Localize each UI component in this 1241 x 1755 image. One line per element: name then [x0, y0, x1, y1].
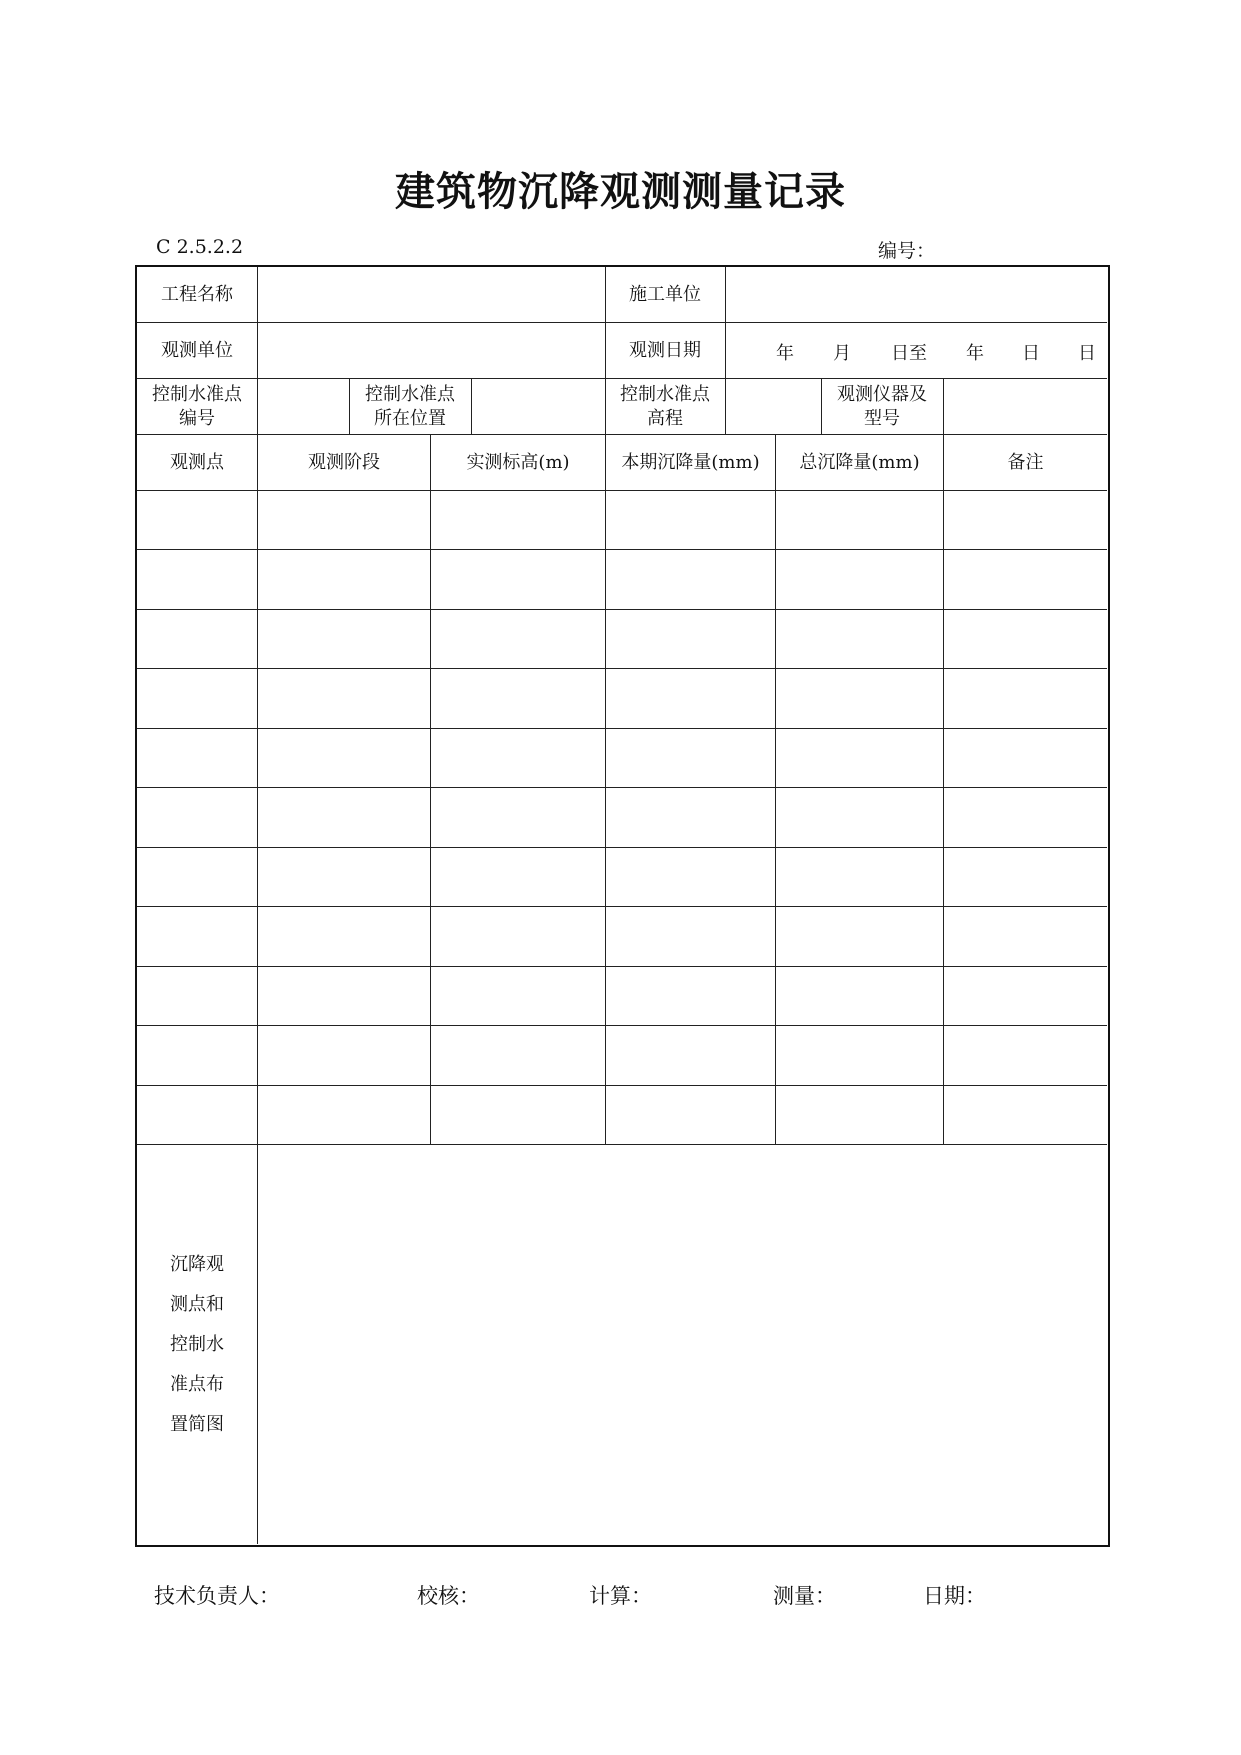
table-row[interactable]: [137, 669, 1107, 728]
sketch-label-cell: [137, 1145, 257, 1545]
sketch-label: 沉降观测点和控制水准点布置简图: [170, 1254, 224, 1435]
technical-lead-label: 技术负责人：: [154, 1584, 280, 1608]
record-form: [135, 265, 1110, 1547]
table-row[interactable]: [137, 907, 1107, 966]
table-row[interactable]: [137, 788, 1107, 847]
column-header-settlement: 本期沉降量(mm): [621, 451, 760, 473]
sketch-area[interactable]: [258, 1145, 1107, 1544]
benchmark-number-field[interactable]: [258, 379, 349, 434]
column-header-point: 观测点: [170, 451, 224, 473]
date-year2-unit: 年: [966, 343, 984, 364]
benchmark-elevation-label: 控制水准点高程: [620, 383, 710, 429]
project-name-field[interactable]: [258, 267, 605, 322]
calculator-label: 计算：: [589, 1584, 652, 1608]
date-day2a-unit: 日: [1022, 343, 1040, 364]
benchmark-location-label: 控制水准点所在位置: [365, 383, 455, 429]
table-row[interactable]: [137, 848, 1107, 906]
benchmark-elevation-field[interactable]: [726, 379, 821, 434]
table-row[interactable]: [137, 550, 1107, 609]
date-year-unit: 年: [776, 343, 794, 364]
table-row[interactable]: [137, 491, 1107, 549]
page-title: 建筑物沉降观测测量记录: [395, 168, 846, 215]
observation-date-label: 观测日期: [629, 339, 701, 361]
table-row[interactable]: [137, 1026, 1107, 1085]
column-header-remarks: 备注: [1007, 451, 1044, 473]
date-day2b-unit: 日: [1078, 343, 1096, 364]
date-day-to-unit: 日至: [891, 343, 927, 364]
column-header-elevation: 实测标高(m): [466, 451, 570, 473]
table-row[interactable]: [137, 729, 1107, 787]
date-label: 日期：: [923, 1584, 986, 1608]
date-month-unit: 月: [833, 343, 851, 364]
surveyor-label: 测量：: [773, 1584, 836, 1608]
table-row[interactable]: [137, 1086, 1107, 1144]
project-name-label: 工程名称: [161, 283, 233, 305]
serial-number-label: 编号：: [878, 240, 936, 262]
table-row[interactable]: [137, 610, 1107, 668]
benchmark-location-field[interactable]: [472, 379, 605, 434]
column-header-stage: 观测阶段: [308, 451, 380, 473]
observation-unit-label: 观测单位: [161, 339, 233, 361]
instrument-field[interactable]: [944, 379, 1107, 434]
construction-unit-label: 施工单位: [629, 283, 701, 305]
checker-label: 校核：: [417, 1584, 480, 1608]
construction-unit-field[interactable]: [726, 267, 1107, 322]
column-header-total-settlement: 总沉降量(mm): [799, 451, 920, 473]
table-row[interactable]: [137, 967, 1107, 1025]
form-code: C 2.5.2.2: [156, 236, 244, 258]
observation-unit-field[interactable]: [258, 323, 605, 378]
observation-date-field[interactable]: [726, 323, 1107, 378]
instrument-label: 观测仪器及型号: [837, 383, 927, 429]
benchmark-number-label: 控制水准点编号: [152, 383, 242, 429]
